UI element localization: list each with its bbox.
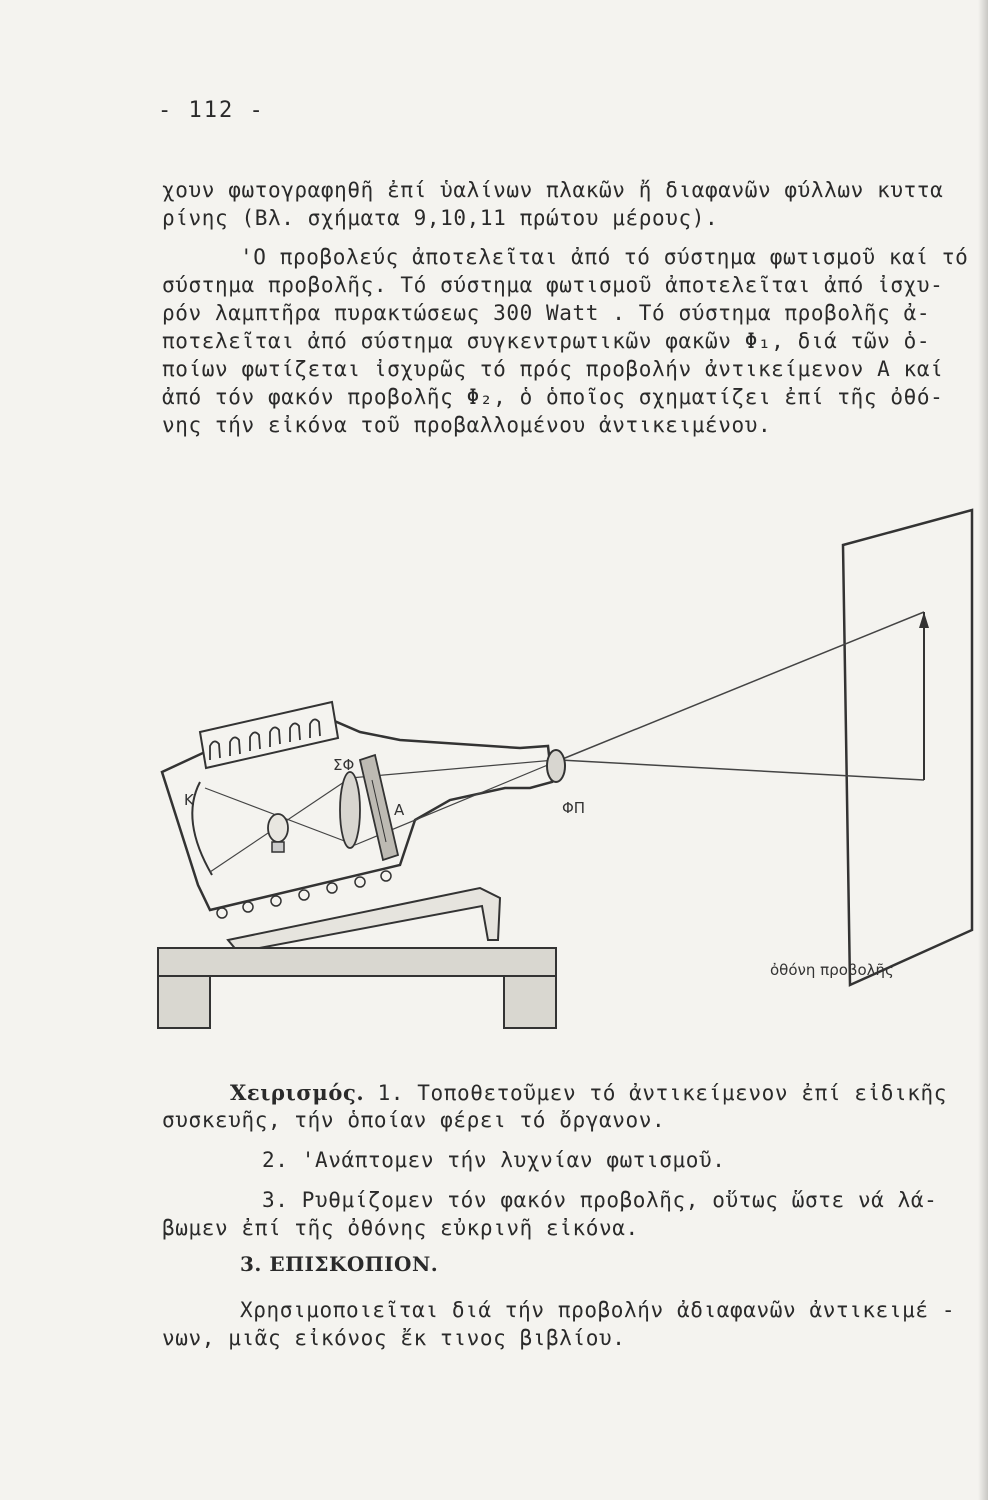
label-screen: ὀθόνη προβολῆς bbox=[770, 961, 894, 979]
paragraph3-line: Χρησιμοποιεῖται διά τήν προβολήν ἀδιαφανῶν ἀντικειμέ - bbox=[240, 1298, 956, 1322]
lamp-base bbox=[272, 842, 284, 852]
operation-step3: 3. Ρυθμίζομεν τόν φακόν προβολῆς, οὕτως ὥστε νά λά- bbox=[262, 1188, 938, 1212]
paragraph1-line: ρίνης (Βλ. σχήματα 9,10,11 πρώτου μέρους). bbox=[162, 206, 719, 230]
paragraph2-line: ποτελεῖται ἀπό σύστημα συγκεντρωτικῶν φακῶν Φ₁, διά τῶν ὁ- bbox=[162, 329, 931, 353]
section-heading: 3. ΕΠΙΣΚΟΠΙΟΝ. bbox=[240, 1252, 439, 1276]
paragraph2-line: ποίων φωτίζεται ἰσχυρῶς τό πρός προβολήν ἀντικείμενον Α καί bbox=[162, 357, 944, 381]
label-sigma-phi: ΣΦ bbox=[333, 756, 355, 774]
paragraph2-line: ἀπό τόν φακόν προβολῆς Φ₂, ὁ ὁποῖος σχηματίζει ἐπί τῆς ὀθό- bbox=[162, 385, 944, 409]
paragraph2-line: νης τήν εἰκόνα τοῦ προβαλλομένου ἀντικειμένου. bbox=[162, 413, 772, 437]
operation-step2: 2. 'Ανάπτομεν τήν λυχνίαν φωτισμοῦ. bbox=[262, 1148, 726, 1172]
paragraph2-line: ρόν λαμπτῆρα πυρακτώσεως 300 Watt . Τό σύστημα προβολῆς ἀ- bbox=[162, 301, 931, 325]
paragraph2-line: σύστημα προβολῆς. Τό σύστημα φωτισμοῦ ἀποτελεῖται ἀπό ἰσχυ- bbox=[162, 273, 944, 297]
paragraph2-line: 'Ο προβολεύς ἀποτελεῖται ἀπό τό σύστημα φωτισμοῦ καί τό bbox=[240, 245, 969, 269]
label-phi-pi: ΦΠ bbox=[562, 799, 586, 817]
operation-step1-line bbox=[230, 1080, 947, 1105]
operation-step3-cont: βωμεν ἐπί τῆς ὀθόνης εὐκρινῆ εἰκόνα. bbox=[162, 1216, 639, 1240]
operation-label: Χειρισμός. bbox=[230, 1080, 365, 1105]
table-leg-left bbox=[158, 976, 210, 1028]
label-kappa: Κ bbox=[184, 791, 194, 809]
label-alpha: Α bbox=[394, 801, 405, 819]
paragraph1-line: χουν φωτογραφηθῆ ἐπί ὑαλίνων πλακῶν ἤ διαφανῶν φύλλων κυττα bbox=[162, 178, 944, 202]
arrowhead-icon bbox=[919, 612, 929, 628]
ray-top bbox=[560, 612, 924, 760]
projector-diagram bbox=[0, 470, 988, 1030]
lamp-bulb bbox=[268, 814, 288, 842]
page-number: - 112 - bbox=[158, 98, 265, 123]
operation-step1-cont: συσκευῆς, τήν ὁποίαν φέρει τό ὄργανον. bbox=[162, 1108, 666, 1132]
operation-step1: 1. Τοποθετοῦμεν τό ἀντικείμενον ἐπί εἰδικῆς bbox=[377, 1081, 948, 1105]
ray-bottom bbox=[560, 760, 924, 780]
projection-screen bbox=[843, 510, 972, 985]
condenser-lens bbox=[340, 772, 360, 848]
projection-lens bbox=[547, 750, 565, 782]
paragraph3-line: νων, μιᾶς εἰκόνος ἔκ τινος βιβλίου. bbox=[162, 1326, 626, 1350]
table-leg-right bbox=[504, 976, 556, 1028]
table-top bbox=[158, 948, 556, 976]
tilt-stand bbox=[228, 888, 500, 952]
